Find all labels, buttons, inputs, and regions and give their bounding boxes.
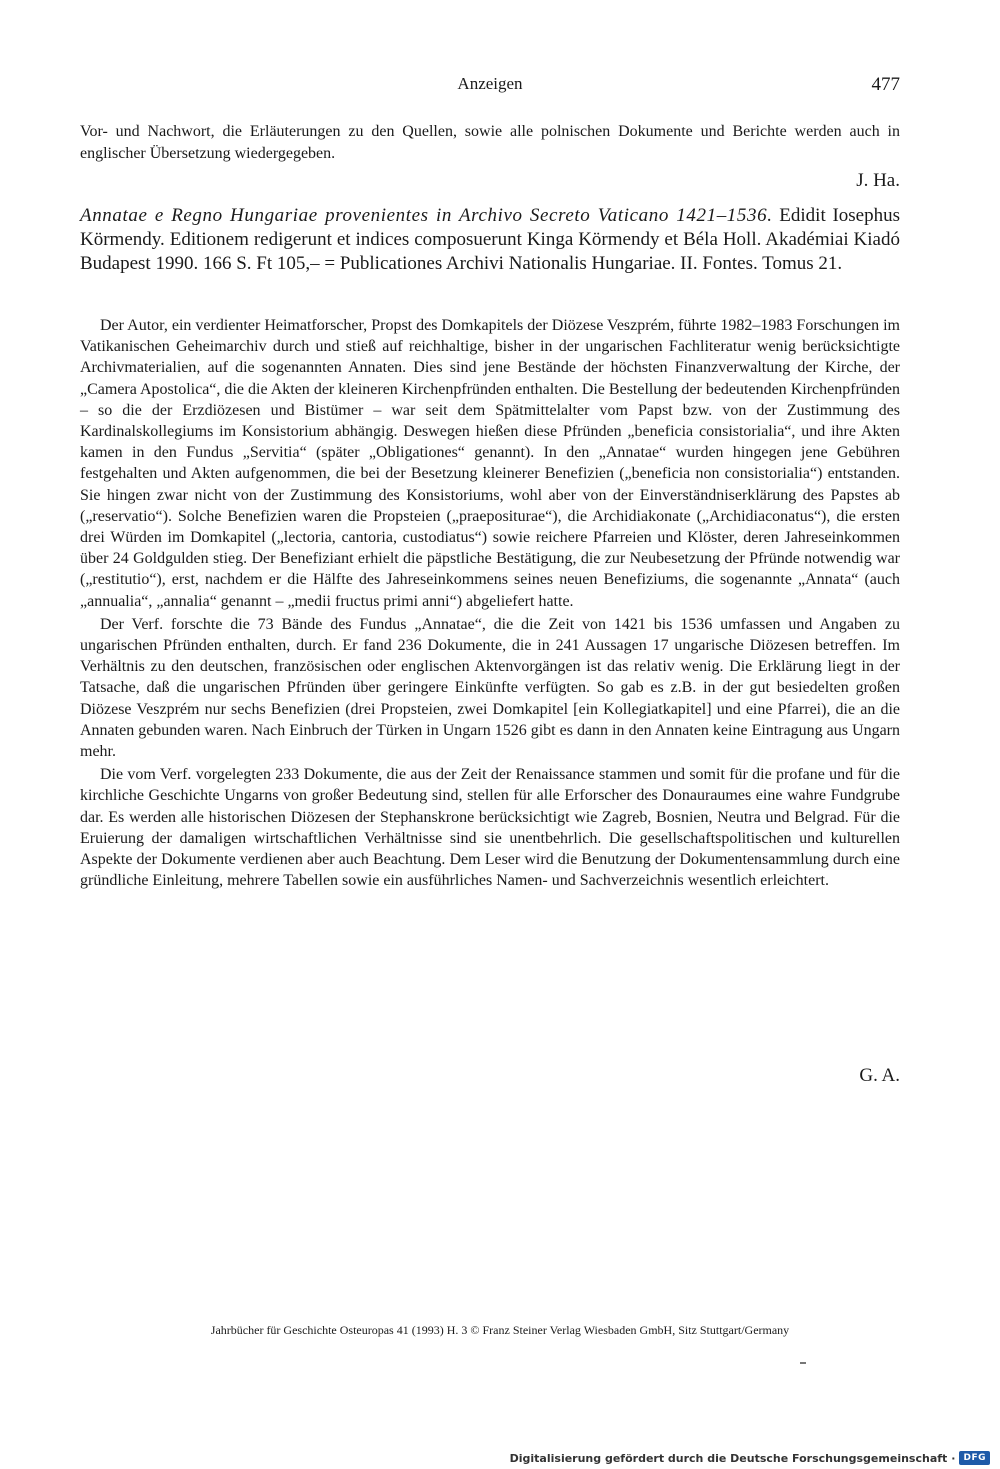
review-body (80, 315, 900, 893)
dfg-funding-notice (510, 1451, 990, 1465)
dfg-logo: DFG (959, 1451, 990, 1465)
dfg-separator: · (951, 1451, 956, 1465)
previous-review-signature: J. Ha. (856, 170, 900, 191)
page-header (80, 74, 900, 98)
review-paragraph-3: Die vom Verf. vorgelegten 233 Dokumente, die aus der Zeit der Renaissance stammen und somit für die profane und für die kirchliche Geschichte Ungarns von großer Bedeutung sind, stellen für alle Erforscher des Donauraumes eine wahre Fundgrube dar. Es werden alle historischen Diözesen der Stephanskrone berücksichtigt wie Zagreb, Bosnien, Neutra und Belgrad. Für die Eruierung der damaligen wirtschaftlichen Verhältnisse sind sie unentbehrlich. Die gesellschaftspolitischen und kulturellen Aspekte der Dokumente verdienen aber auch Beachtung. Dem Leser wird die Benutzung der Dokumentensammlung durch eine gründliche Einleitung, mehrere Tabellen sowie ein ausführliches Namen- und Sachverzeichnis wesentlich erleichtert. (80, 766, 900, 890)
review-paragraph-1: Der Autor, ein verdienter Heimatforscher, Propst des Domkapitels der Diözese Veszprém, führte 1982–1983 Forschungen im Vatikanischen Geheimarchiv durch und stieß auf reichhaltige, bisher in der ungarischen Fachliteratur wenig berücksichtigte Archivmaterialien, auf die sogenannten Annaten. Dies sind jene Bestände der höchsten Finanzverwaltung der Kirche, der „Camera Apostolica“, die die Akten der kleineren Kirchenpfründen enthalten. Die Bestellung der bedeutenden Kirchenpfründen – so die der Erzdiözesen und Bistümer – war seit dem Spätmittelalter vom Papst bzw. von der Zustimmung des Kardinalskollegiums im Konsistorium abhängig. Deswegen hießen diese Pfründen „beneficia consistorialia“, und ihre Akten kamen in den Fundus „Servitia“ (später „Obligationes“ genannt). In den „Annatae“ wurden hingegen jene Gebühren festgehalten und Akten aufgenommen, die bei der Besetzung kleinerer Benefizien („beneficia non consistorialia“) entstanden. Sie hingen zwar nicht von der Zustimmung des Konsistoriums, wohl aber von der Einverständniserklärung des Papstes ab („reservatio“). Solche Benefizien waren die Propsteien („praepositurae“), die Archidiakonate („Archidiaconatus“), die ersten drei Würden im Domkapitel („lectoria, cantoria, custodiatus“) sowie reichere Pfarreien und Klöster, deren Jahreseinkommen über 24 Goldgulden stieg. Der Benefiziant erhielt die päpstliche Bestätigung, die zur Neubesetzung der Pfründe notwendig war („restitutio“), erst, nachdem er die Hälfte des Jahreseinkommens seines neuen Benefiziums, die sogenannte „Annata“ (auch „annualia“, „annalia“ genannt – „medii fructus primi anni“) abgeliefert hatte. (80, 317, 900, 610)
dfg-notice-text: Digitalisierung gefördert durch die Deutsche Forschungsgemeinschaft (509, 1451, 948, 1465)
review-paragraph-2: Der Verf. forschte die 73 Bände des Fundus „Annatae“, die die Zeit von 1421 bis 1536 umfassen und Angaben zu ungarischen Pfründen enthalten, durch. Er fand 236 Dokumente, die in 241 Aussagen 17 ungarische Diözesen betreffen. Im Verhältnis zu den deutschen, französischen oder englischen Aktenvorgängen ist das relativ wenig. Die Erklärung liegt in der Tatsache, daß die ungarischen Pfründen über geringere Einkünfte verfügten. So gab es z.B. in der gut besiedelten großen Diözese Veszprém nur sechs Benefizien (drei Propsteien, zwei Domkapitel [ein Kollegiatkapitel] und eine Pfarrei), die an die Annaten gebunden waren. Nach Einbruch der Türken in Ungarn 1526 gibt es dann in den Annaten keine Eintragung aus Ungarn mehr. (80, 615, 900, 761)
journal-citation: Jahrbücher für Geschichte Osteuropas 41 (1993) H. 3 © Franz Steiner Verlag Wiesbaden GmbH, Sitz Stuttgart/Germany (210, 1323, 790, 1337)
book-title: Annatae e Regno Hungariae provenientes in Archivo Secreto Vaticano 1421–1536. (80, 205, 773, 226)
previous-review-ending: Vor- und Nachwort, die Erläuterungen zu den Quellen, sowie alle polnischen Dokumente und Berichte werden auch in englischer Übersetzung wiedergegeben. (80, 123, 900, 162)
review-signature: G. A. (859, 1065, 900, 1086)
page-number: 477 (871, 74, 900, 95)
book-citation (80, 204, 900, 276)
scan-artifact (800, 1362, 806, 1364)
book-publication-details: Edidit Iosephus Körmendy. Editionem redigerunt et indices composuerunt Kinga Körmendy et Béla Holl. Akadémiai Kiadó Budapest 1990. 166 S. Ft 105,– = Publicationes Archivi Nationalis Hungariae. II. Fontes. Tomus 21. (80, 205, 901, 274)
running-title: Anzeigen (457, 74, 523, 93)
